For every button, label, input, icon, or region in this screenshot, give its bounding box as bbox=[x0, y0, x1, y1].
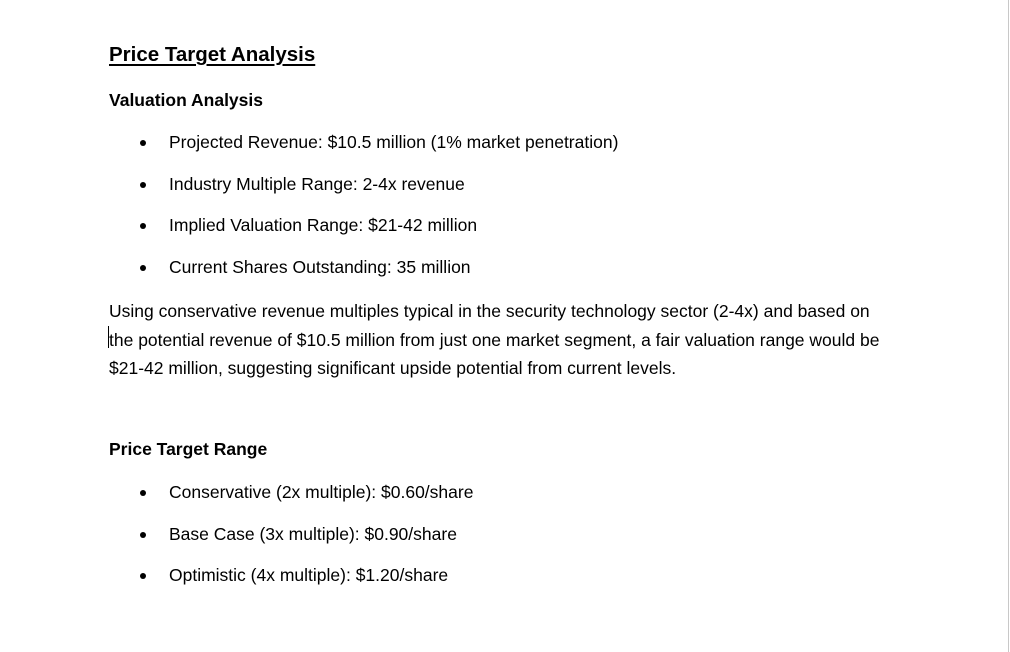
bullet-icon bbox=[140, 140, 146, 146]
list-item-text: Industry Multiple Range: 2-4x revenue bbox=[169, 173, 465, 194]
list-item[interactable] bbox=[109, 214, 869, 256]
page-edge-divider bbox=[1008, 0, 1009, 652]
price-target-bullet-list bbox=[109, 481, 869, 606]
bullet-icon bbox=[140, 265, 146, 271]
list-item-text: Optimistic (4x multiple): $1.20/share bbox=[169, 565, 449, 586]
text-cursor bbox=[108, 326, 109, 348]
valuation-bullet-list bbox=[109, 131, 869, 298]
bullet-icon bbox=[140, 573, 146, 579]
list-item-text: Base Case (3x multiple): $0.90/share bbox=[169, 523, 457, 544]
list-item[interactable] bbox=[109, 564, 869, 606]
price-target-range-heading[interactable]: Price Target Range bbox=[109, 439, 268, 459]
list-item-text: Conservative (2x multiple): $0.60/share bbox=[169, 482, 474, 502]
bullet-icon bbox=[140, 182, 146, 188]
list-item[interactable] bbox=[109, 131, 869, 173]
list-item-text: Implied Valuation Range: $21-42 million bbox=[169, 215, 478, 236]
valuation-analysis-heading[interactable]: Valuation Analysis bbox=[109, 90, 263, 110]
valuation-paragraph[interactable]: Using conservative revenue multiples typical in the security technology sector (2-4x) and based on the potential revenue of $10.5 million from just one market segment, a fair valuation range would be $21-42 million, suggesting significant upside potential from current levels. bbox=[109, 301, 880, 378]
list-item[interactable] bbox=[109, 173, 869, 215]
list-item-text: Current Shares Outstanding: 35 million bbox=[169, 257, 471, 278]
bullet-icon bbox=[140, 490, 146, 496]
bullet-icon bbox=[140, 223, 146, 229]
list-item[interactable] bbox=[109, 523, 869, 565]
list-item[interactable] bbox=[109, 256, 869, 298]
bullet-icon bbox=[140, 532, 146, 538]
list-item-text: Projected Revenue: $10.5 million (1% market penetration) bbox=[169, 132, 619, 152]
list-item[interactable] bbox=[109, 481, 869, 523]
document-title[interactable]: Price Target Analysis bbox=[109, 43, 316, 66]
